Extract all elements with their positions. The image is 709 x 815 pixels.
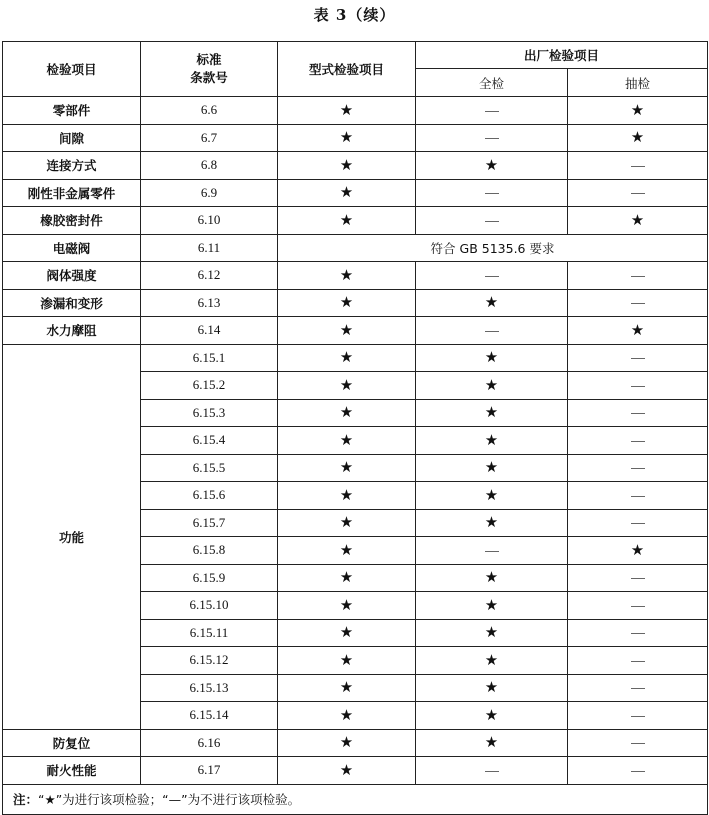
dash-icon <box>631 468 645 469</box>
row-sample-inspection-cell <box>568 207 708 235</box>
star-icon: ★ <box>484 733 499 752</box>
star-icon: ★ <box>630 128 645 147</box>
row-sample-inspection-cell <box>568 427 708 455</box>
star-icon: ★ <box>484 595 499 614</box>
row-clause: 6.15.6 <box>141 482 278 510</box>
row-clause: 6.14 <box>141 317 278 345</box>
dash-icon <box>631 661 645 662</box>
dash-icon <box>631 303 645 304</box>
star-icon: ★ <box>484 650 499 669</box>
row-item: 耐火性能 <box>3 757 141 785</box>
row-clause: 6.15.5 <box>141 454 278 482</box>
star-icon: ★ <box>484 403 499 422</box>
row-type-test-cell <box>278 757 416 785</box>
table-note <box>3 784 708 814</box>
row-clause: 6.15.7 <box>141 509 278 537</box>
row-item: 零部件 <box>3 97 141 125</box>
row-sample-inspection-cell <box>568 674 708 702</box>
star-icon: ★ <box>484 568 499 587</box>
star-icon: ★ <box>630 100 645 119</box>
row-item: 功能 <box>3 344 141 729</box>
star-icon: ★ <box>339 100 354 119</box>
star-icon: ★ <box>339 265 354 284</box>
dash-icon <box>631 413 645 414</box>
star-icon: ★ <box>484 623 499 642</box>
row-type-test-cell <box>278 372 416 400</box>
dash-icon <box>631 193 645 194</box>
row-clause: 6.15.9 <box>141 564 278 592</box>
dash-icon <box>631 606 645 607</box>
row-type-test-cell <box>278 427 416 455</box>
table-body <box>3 97 708 785</box>
table-row <box>3 289 708 317</box>
star-icon: ★ <box>339 348 354 367</box>
row-sample-inspection-cell <box>568 509 708 537</box>
star-icon: ★ <box>484 375 499 394</box>
row-type-test-cell <box>278 207 416 235</box>
row-clause: 6.15.3 <box>141 399 278 427</box>
star-icon: ★ <box>484 155 499 174</box>
table-row <box>3 729 708 757</box>
header-full: 全检 <box>416 69 568 97</box>
star-icon: ★ <box>339 403 354 422</box>
row-full-inspection-cell <box>416 564 568 592</box>
dash-icon <box>631 523 645 524</box>
row-sample-inspection-cell <box>568 399 708 427</box>
row-item: 电磁阀 <box>3 234 141 262</box>
star-icon: ★ <box>339 595 354 614</box>
header-clause-line1: 标准 <box>196 52 222 67</box>
star-icon: ★ <box>630 320 645 339</box>
header-factory-test: 出厂检验项目 <box>416 42 708 69</box>
row-clause: 6.17 <box>141 757 278 785</box>
row-item: 渗漏和变形 <box>3 289 141 317</box>
row-clause: 6.15.2 <box>141 372 278 400</box>
table-row <box>3 152 708 180</box>
row-sample-inspection-cell <box>568 152 708 180</box>
star-icon: ★ <box>630 210 645 229</box>
row-sample-inspection-cell <box>568 344 708 372</box>
row-full-inspection-cell <box>416 454 568 482</box>
row-clause: 6.15.8 <box>141 537 278 565</box>
row-full-inspection-cell <box>416 262 568 290</box>
row-clause: 6.15.1 <box>141 344 278 372</box>
row-full-inspection-cell <box>416 399 568 427</box>
row-full-inspection-cell <box>416 124 568 152</box>
row-clause: 6.7 <box>141 124 278 152</box>
row-item: 间隙 <box>3 124 141 152</box>
dash-icon <box>485 771 499 772</box>
row-type-test-cell <box>278 97 416 125</box>
star-icon: ★ <box>339 155 354 174</box>
star-icon: ★ <box>339 430 354 449</box>
star-icon: ★ <box>484 513 499 532</box>
dash-icon <box>485 551 499 552</box>
row-type-test-cell <box>278 702 416 730</box>
row-sample-inspection-cell <box>568 317 708 345</box>
dash-icon <box>631 578 645 579</box>
row-full-inspection-cell <box>416 674 568 702</box>
row-clause: 6.9 <box>141 179 278 207</box>
row-type-test-cell <box>278 344 416 372</box>
row-full-inspection-cell <box>416 179 568 207</box>
star-icon: ★ <box>339 760 354 779</box>
row-sample-inspection-cell <box>568 647 708 675</box>
dash-icon <box>631 743 645 744</box>
row-sample-inspection-cell <box>568 289 708 317</box>
star-icon: ★ <box>339 733 354 752</box>
header-item: 检验项目 <box>3 42 141 97</box>
row-type-test-cell <box>278 592 416 620</box>
star-icon: ★ <box>484 430 499 449</box>
row-full-inspection-cell <box>416 289 568 317</box>
row-full-inspection-cell <box>416 427 568 455</box>
table-title: 表 3（续） <box>313 6 396 24</box>
star-icon: ★ <box>339 678 354 697</box>
dash-icon <box>631 633 645 634</box>
row-sample-inspection-cell <box>568 124 708 152</box>
row-type-test-cell <box>278 289 416 317</box>
row-type-test-cell <box>278 454 416 482</box>
table-row <box>3 344 708 372</box>
star-icon: ★ <box>339 568 354 587</box>
row-item: 刚性非金属零件 <box>3 179 141 207</box>
row-full-inspection-cell <box>416 729 568 757</box>
row-sample-inspection-cell <box>568 702 708 730</box>
star-icon: ★ <box>339 458 354 477</box>
table-row <box>3 179 708 207</box>
star-icon: ★ <box>339 293 354 312</box>
header-type-test: 型式检验项目 <box>278 42 416 97</box>
row-type-test-cell <box>278 729 416 757</box>
dash-icon <box>485 221 499 222</box>
row-sample-inspection-cell <box>568 592 708 620</box>
row-clause: 6.15.12 <box>141 647 278 675</box>
star-icon: ★ <box>484 678 499 697</box>
row-clause: 6.10 <box>141 207 278 235</box>
star-icon: ★ <box>339 650 354 669</box>
dash-icon <box>631 716 645 717</box>
star-icon: ★ <box>339 320 354 339</box>
row-clause: 6.15.10 <box>141 592 278 620</box>
dash-icon <box>631 386 645 387</box>
row-clause: 6.15.14 <box>141 702 278 730</box>
header-clause <box>141 42 278 97</box>
table-row <box>3 234 708 262</box>
row-sample-inspection-cell <box>568 372 708 400</box>
row-sample-inspection-cell <box>568 262 708 290</box>
dash-icon <box>485 193 499 194</box>
row-sample-inspection-cell <box>568 482 708 510</box>
note-label: 注： <box>13 792 39 807</box>
row-type-test-cell <box>278 152 416 180</box>
dash-icon <box>631 688 645 689</box>
row-full-inspection-cell <box>416 97 568 125</box>
dash-icon <box>485 138 499 139</box>
dash-icon <box>631 771 645 772</box>
row-clause: 6.13 <box>141 289 278 317</box>
row-clause: 6.11 <box>141 234 278 262</box>
row-clause: 6.15.13 <box>141 674 278 702</box>
row-clause: 6.6 <box>141 97 278 125</box>
row-type-test-cell <box>278 482 416 510</box>
row-sample-inspection-cell <box>568 729 708 757</box>
star-icon: ★ <box>484 458 499 477</box>
row-type-test-cell <box>278 509 416 537</box>
dash-icon <box>631 276 645 277</box>
note-text: “★”为进行该项检验；“—”为不进行该项检验。 <box>38 792 301 807</box>
header-clause-line2: 条款号 <box>190 70 228 85</box>
star-icon: ★ <box>339 485 354 504</box>
star-icon: ★ <box>339 623 354 642</box>
star-icon: ★ <box>339 375 354 394</box>
inspection-table <box>2 41 708 815</box>
row-full-inspection-cell <box>416 757 568 785</box>
row-type-test-cell <box>278 537 416 565</box>
table-row <box>3 97 708 125</box>
dash-icon <box>485 111 499 112</box>
dash-icon <box>485 331 499 332</box>
row-full-inspection-cell <box>416 647 568 675</box>
row-type-test-cell <box>278 619 416 647</box>
row-full-inspection-cell <box>416 152 568 180</box>
row-type-test-cell <box>278 399 416 427</box>
row-type-test-cell <box>278 179 416 207</box>
row-full-inspection-cell <box>416 592 568 620</box>
row-sample-inspection-cell <box>568 179 708 207</box>
row-full-inspection-cell <box>416 207 568 235</box>
row-item: 橡胶密封件 <box>3 207 141 235</box>
row-full-inspection-cell <box>416 317 568 345</box>
star-icon: ★ <box>484 348 499 367</box>
row-clause: 6.12 <box>141 262 278 290</box>
row-full-inspection-cell <box>416 482 568 510</box>
table-row <box>3 207 708 235</box>
star-icon: ★ <box>339 128 354 147</box>
row-clause: 6.15.11 <box>141 619 278 647</box>
row-clause: 6.15.4 <box>141 427 278 455</box>
star-icon: ★ <box>484 293 499 312</box>
table-row <box>3 262 708 290</box>
star-icon: ★ <box>484 705 499 724</box>
row-type-test-cell <box>278 124 416 152</box>
row-type-test-cell <box>278 262 416 290</box>
dash-icon <box>631 166 645 167</box>
row-full-inspection-cell <box>416 702 568 730</box>
star-icon: ★ <box>630 540 645 559</box>
dash-icon <box>631 496 645 497</box>
row-type-test-cell <box>278 647 416 675</box>
row-full-inspection-cell <box>416 372 568 400</box>
star-icon: ★ <box>339 540 354 559</box>
row-sample-inspection-cell <box>568 97 708 125</box>
row-full-inspection-cell <box>416 619 568 647</box>
row-sample-inspection-cell <box>568 537 708 565</box>
row-clause: 6.8 <box>141 152 278 180</box>
row-full-inspection-cell <box>416 344 568 372</box>
row-sample-inspection-cell <box>568 564 708 592</box>
table-row <box>3 124 708 152</box>
table-row <box>3 317 708 345</box>
row-item: 防复位 <box>3 729 141 757</box>
row-full-inspection-cell <box>416 537 568 565</box>
star-icon: ★ <box>339 183 354 202</box>
row-item: 连接方式 <box>3 152 141 180</box>
row-clause: 6.16 <box>141 729 278 757</box>
row-item: 水力摩阻 <box>3 317 141 345</box>
dash-icon <box>631 441 645 442</box>
dash-icon <box>485 276 499 277</box>
row-type-test-cell <box>278 317 416 345</box>
row-item: 阀体强度 <box>3 262 141 290</box>
row-type-test-cell <box>278 674 416 702</box>
row-merged-requirement: 符合 GB 5135.6 要求 <box>278 234 708 262</box>
dash-icon <box>631 358 645 359</box>
row-sample-inspection-cell <box>568 619 708 647</box>
star-icon: ★ <box>339 210 354 229</box>
star-icon: ★ <box>339 513 354 532</box>
header-sample: 抽检 <box>568 69 708 97</box>
row-sample-inspection-cell <box>568 757 708 785</box>
table-row <box>3 757 708 785</box>
row-type-test-cell <box>278 564 416 592</box>
row-sample-inspection-cell <box>568 454 708 482</box>
row-full-inspection-cell <box>416 509 568 537</box>
star-icon: ★ <box>484 485 499 504</box>
star-icon: ★ <box>339 705 354 724</box>
